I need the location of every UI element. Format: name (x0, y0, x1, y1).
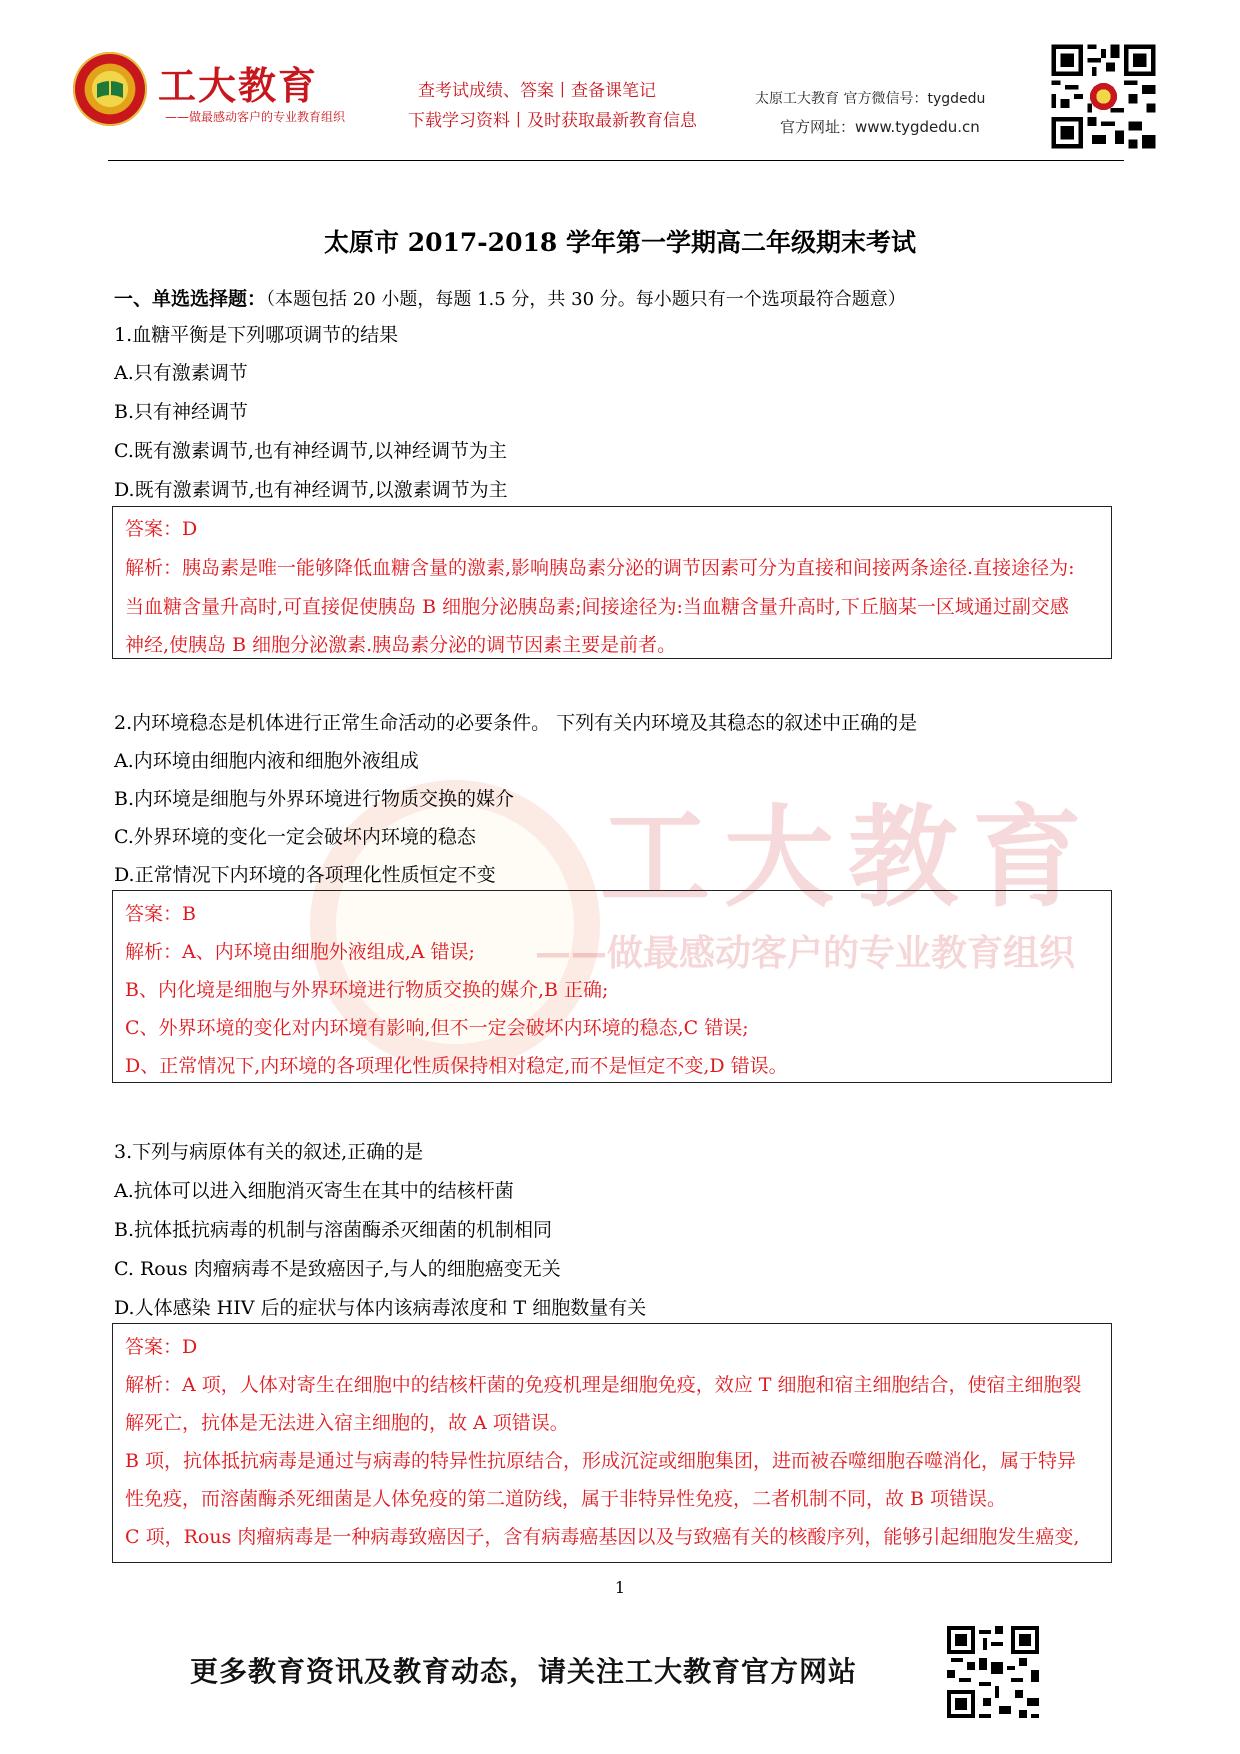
qr-code-icon (1047, 40, 1160, 153)
header-link-scores[interactable]: 查考试成绩、答案丨查备课笔记 (418, 81, 656, 101)
document-title: 太原市 2017-2018 学年第一学期高二年级期末考试 (324, 228, 916, 257)
explanation-line: 性免疫，而溶菌酶杀死细菌是人体免疫的第二道防线，属于非特异性免疫，二者机制不同，故 B 项错误。 (125, 1488, 1007, 1510)
explanation-line: B、内化境是细胞与外界环境进行物质交换的媒介,B 正确; (125, 979, 609, 1001)
option-a: A.内环境由细胞内液和细胞外液组成 (114, 750, 419, 772)
explanation-line: 当血糖含量升高时,可直接促使胰岛 B 细胞分泌胰岛素;间接途径为:当血糖含量升高时,下丘脑某一区域通过副交感 (125, 596, 1069, 618)
option-d: D.正常情况下内环境的各项理化性质恒定不变 (114, 864, 496, 886)
option-d: D.人体感染 HIV 后的症状与体内该病毒浓度和 T 细胞数量有关 (114, 1297, 647, 1319)
option-c: C. Rous 肉瘤病毒不是致癌因子,与人的细胞癌变无关 (114, 1258, 561, 1280)
explanation-line: B 项，抗体抵抗病毒是通过与病毒的特异性抗原结合，形成沉淀或细胞集团，进而被吞噬细胞吞噬消化，属于特异 (125, 1450, 1077, 1472)
explanation-line: 解析：A 项，人体对寄生在细胞中的结核杆菌的免疫机理是细胞免疫，效应 T 细胞和宿主细胞结合，使宿主细胞裂 (125, 1374, 1082, 1396)
watermark-text: 工大教育 (600, 794, 1096, 922)
explanation-line: D、正常情况下,内环境的各项理化性质保持相对稳定,而不是恒定不变,D 错误。 (125, 1055, 788, 1077)
explanation-line: 解析：A、内环境由细胞外液组成,A 错误; (125, 941, 475, 963)
explanation-line: C、外界环境的变化对内环境有影响,但不一定会破坏内环境的稳态,C 错误; (125, 1017, 749, 1039)
watermark-slogan: ——做最感动客户的专业教育组织 (535, 933, 1076, 974)
answer-key: 答案：D (125, 1336, 198, 1358)
answer-key: 答案：D (125, 518, 198, 540)
section-label: 一、单选选择题： (114, 288, 267, 310)
option-b: B.内环境是细胞与外界环境进行物质交换的媒介 (114, 788, 515, 810)
header-divider (108, 160, 1124, 161)
question-stem: 2.内环境稳态是机体进行正常生命活动的必要条件。 下列有关内环境及其稳态的叙述中正确的是 (114, 712, 918, 734)
section-instructions: （本题包括 20 小题，每题 1.5 分，共 30 分。每小题只有一个选项最符合题意） (266, 289, 906, 310)
explanation-line: 神经,使胰岛 B 细胞分泌激素.胰岛素分泌的调节因素主要是前者。 (125, 634, 677, 656)
option-a: A.只有激素调节 (114, 362, 248, 384)
option-c: C.外界环境的变化一定会破坏内环境的稳态 (114, 826, 476, 848)
option-d: D.既有激素调节,也有神经调节,以激素调节为主 (114, 479, 508, 501)
page-number: 1 (614, 1578, 626, 1597)
website-url[interactable]: 官方网址：www.tygdedu.cn (780, 118, 980, 136)
header-link-downloads[interactable]: 下载学习资料丨及时获取最新教育信息 (408, 111, 697, 131)
answer-key: 答案：B (125, 903, 196, 925)
explanation-line: C 项，Rous 肉瘤病毒是一种病毒致癌因子，含有病毒癌基因以及与致癌有关的核酸序列，能够引起细胞发生癌变, (125, 1526, 1080, 1548)
qr-code-icon (943, 1622, 1043, 1722)
brand-slogan: ——做最感动客户的专业教育组织 (165, 110, 346, 124)
explanation-line: 解死亡，抗体是无法进入宿主细胞的，故 A 项错误。 (125, 1412, 569, 1434)
wechat-account: 太原工大教育 官方微信号：tygdedu (755, 91, 986, 107)
answer-box (112, 506, 1112, 659)
section-heading (114, 284, 906, 311)
option-b: B.抗体抵抗病毒的机制与溶菌酶杀灭细菌的机制相同 (114, 1219, 553, 1241)
option-b: B.只有神经调节 (114, 401, 249, 423)
question-stem: 1.血糖平衡是下列哪项调节的结果 (114, 324, 399, 346)
question-stem: 3.下列与病原体有关的叙述,正确的是 (114, 1141, 424, 1163)
book-icon (95, 76, 125, 102)
footer-banner: 更多教育资讯及教育动态，请关注工大教育官方网站 (190, 1655, 858, 1688)
logo-emblem (73, 52, 147, 126)
answer-box (112, 890, 1112, 1083)
brand-name: 工大教育 (158, 64, 319, 108)
answer-box (112, 1323, 1112, 1563)
explanation-line: 解析：胰岛素是唯一能够降低血糖含量的激素,影响胰岛素分泌的调节因素可分为直接和间接两条途径.直接途径为: (125, 557, 1075, 579)
option-a: A.抗体可以进入细胞消灭寄生在其中的结核杆菌 (114, 1180, 514, 1202)
option-c: C.既有激素调节,也有神经调节,以神经调节为主 (114, 440, 507, 462)
